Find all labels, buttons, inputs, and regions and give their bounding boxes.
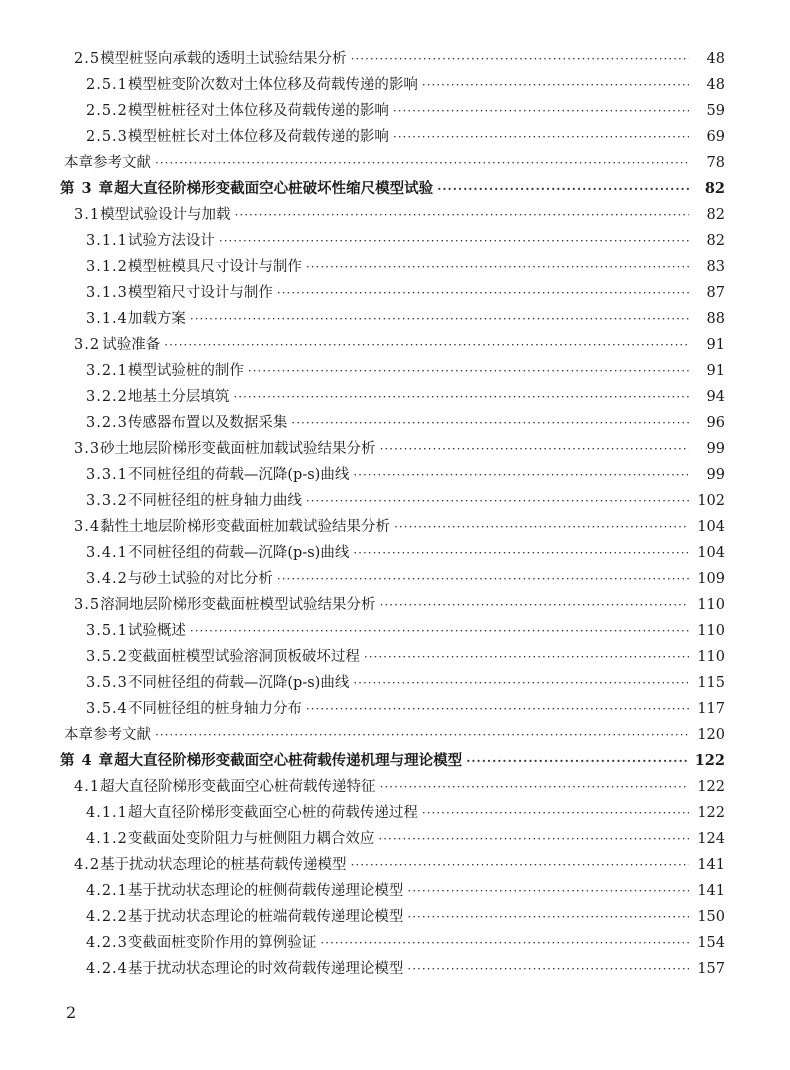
toc-entry-page: 141 xyxy=(697,857,725,873)
toc-entry-number: 4.2.3 xyxy=(86,935,128,951)
toc-entry xyxy=(60,176,725,202)
dot-leader xyxy=(219,228,689,254)
toc-entry xyxy=(60,306,725,332)
toc-entry xyxy=(60,748,725,774)
dot-leader xyxy=(466,748,689,774)
toc-entry-page: 104 xyxy=(697,545,725,561)
toc-entry xyxy=(60,488,725,514)
dot-leader xyxy=(277,566,689,592)
toc-entry-number: 4.2.2 xyxy=(86,909,128,925)
toc-entry-page: 102 xyxy=(697,493,725,509)
toc-entry-number: 3.5.2 xyxy=(86,649,128,665)
toc-entry-page: 99 xyxy=(706,467,725,483)
toc-entry-number: 2.5.1 xyxy=(86,77,128,93)
dot-leader xyxy=(248,358,689,384)
toc-entry-number: 4.2 xyxy=(74,857,101,873)
toc-entry-title: 超大直径阶梯形变截面空心桩的荷载传递过程 xyxy=(127,805,418,821)
toc-entry-title: 模型桩桩径对土体位移及荷载传递的影响 xyxy=(127,103,389,119)
toc-entry-page: 154 xyxy=(697,935,725,951)
toc-entry xyxy=(60,540,725,566)
toc-entry-title: 本章参考文献 xyxy=(64,155,151,171)
dot-leader xyxy=(155,150,689,176)
toc-entry-number: 3.2 xyxy=(74,337,101,353)
toc-entry xyxy=(60,826,725,852)
toc-entry-title: 模型桩模具尺寸设计与制作 xyxy=(127,259,302,275)
dot-leader xyxy=(190,306,689,332)
toc-entry-title: 基于扰动状态理论的时效荷载传递理论模型 xyxy=(127,961,404,977)
toc-entry-page: 59 xyxy=(706,103,725,119)
toc-entry-title: 不同桩径组的桩身轴力分布 xyxy=(127,701,302,717)
toc-entry-page: 150 xyxy=(697,909,725,925)
dot-leader xyxy=(291,410,689,436)
toc-entry xyxy=(60,722,725,748)
dot-leader xyxy=(320,930,689,956)
dot-leader xyxy=(422,72,689,98)
toc-entry-number: 3.5.3 xyxy=(86,675,128,691)
toc-entry-page: 83 xyxy=(706,259,725,275)
dot-leader xyxy=(306,254,689,280)
toc-entry-page: 122 xyxy=(697,805,725,821)
toc-entry-number: 3.1.3 xyxy=(86,285,128,301)
toc-entry xyxy=(60,644,725,670)
toc-entry-page: 109 xyxy=(697,571,725,587)
toc-entry-number: 第 4 章 xyxy=(60,752,115,769)
toc-entry xyxy=(60,254,725,280)
toc-entry-number: 4.2.1 xyxy=(86,883,128,899)
toc-entry-number: 2.5.2 xyxy=(86,103,128,119)
dot-leader xyxy=(277,280,689,306)
toc-entry-number: 3.4.1 xyxy=(86,545,128,561)
toc-entry-title: 不同桩径组的荷载—沉降(p-s)曲线 xyxy=(127,675,350,691)
toc-entry-title: 与砂土试验的对比分析 xyxy=(127,571,273,587)
toc-entry-number: 3.1 xyxy=(74,207,101,223)
toc-entry-page: 120 xyxy=(697,727,725,743)
toc-entry-page: 141 xyxy=(697,883,725,899)
toc-entry xyxy=(60,514,725,540)
toc-entry-title: 地基土分层填筑 xyxy=(127,389,230,405)
dot-leader xyxy=(378,826,689,852)
dot-leader xyxy=(353,670,689,696)
toc-entry-title: 试验准备 xyxy=(102,337,161,353)
toc-entry-title: 试验概述 xyxy=(127,623,186,639)
toc-entry-page: 157 xyxy=(697,961,725,977)
toc-entry-title: 砂土地层阶梯形变截面桩加载试验结果分析 xyxy=(100,441,376,457)
toc-entry-title: 基于扰动状态理论的桩端荷载传递理论模型 xyxy=(127,909,404,925)
toc-entry-page: 110 xyxy=(697,649,725,665)
toc-entry-number: 3.1.2 xyxy=(86,259,128,275)
toc-entry-page: 104 xyxy=(697,519,725,535)
dot-leader xyxy=(393,124,689,150)
page-number: 2 xyxy=(66,1003,77,1022)
dot-leader xyxy=(155,722,689,748)
toc-entry-number: 3.4.2 xyxy=(86,571,128,587)
toc-entry-number: 3.1.1 xyxy=(86,233,128,249)
toc-entry-title: 溶洞地层阶梯形变截面桩模型试验结果分析 xyxy=(100,597,376,613)
toc-entry-title: 超大直径阶梯形变截面空心桩破坏性缩尺模型试验 xyxy=(114,180,434,197)
toc-entry-number: 2.5.3 xyxy=(86,129,128,145)
toc-entry-page: 82 xyxy=(706,233,725,249)
toc-entry-number: 4.1.2 xyxy=(86,831,128,847)
toc-entry-page: 48 xyxy=(706,51,725,67)
toc-entry-title: 黏性土地层阶梯形变截面桩加载试验结果分析 xyxy=(100,519,391,535)
toc-entry-title: 变截面桩变阶作用的算例验证 xyxy=(127,935,317,951)
dot-leader xyxy=(351,852,689,878)
toc-entry-page: 122 xyxy=(697,779,725,795)
toc-entry xyxy=(60,462,725,488)
toc-entry-title: 基于扰动状态理论的桩基荷载传递模型 xyxy=(100,857,347,873)
dot-leader xyxy=(353,462,689,488)
dot-leader xyxy=(380,436,689,462)
toc-entry-title: 模型试验设计与加载 xyxy=(100,207,231,223)
toc-entry xyxy=(60,566,725,592)
toc-entry-number: 3.3.1 xyxy=(86,467,128,483)
toc-entry-title: 传感器布置以及数据采集 xyxy=(127,415,288,431)
toc-entry xyxy=(60,696,725,722)
toc-entry xyxy=(60,800,725,826)
dot-leader xyxy=(190,618,689,644)
toc-entry-number: 2.5 xyxy=(74,51,101,67)
toc-entry-title: 模型试验桩的制作 xyxy=(127,363,244,379)
dot-leader xyxy=(351,46,689,72)
toc-entry xyxy=(60,332,725,358)
toc-entry-page: 110 xyxy=(697,623,725,639)
toc-entry-title: 模型桩变阶次数对土体位移及荷载传递的影响 xyxy=(127,77,418,93)
toc-entry-number: 3.5.4 xyxy=(86,701,128,717)
toc-entry-page: 78 xyxy=(706,155,725,171)
toc-entry xyxy=(60,358,725,384)
toc-entry-title: 不同桩径组的荷载—沉降(p-s)曲线 xyxy=(127,545,350,561)
toc-entry-page: 82 xyxy=(704,180,725,197)
toc-entry xyxy=(60,46,725,72)
toc-entry xyxy=(60,98,725,124)
toc-entry-title: 超大直径阶梯形变截面空心桩荷载传递机理与理论模型 xyxy=(114,752,463,769)
toc-entry-title: 不同桩径组的桩身轴力曲线 xyxy=(127,493,302,509)
dot-leader xyxy=(407,956,689,982)
toc-entry-number: 3.3.2 xyxy=(86,493,128,509)
toc-entry-page: 124 xyxy=(697,831,725,847)
toc-entry xyxy=(60,72,725,98)
toc-entry-page: 122 xyxy=(694,752,725,769)
dot-leader xyxy=(394,514,689,540)
toc-entry xyxy=(60,228,725,254)
toc-entry-page: 117 xyxy=(697,701,725,717)
dot-leader xyxy=(437,176,689,202)
toc-entry xyxy=(60,774,725,800)
toc-entry xyxy=(60,124,725,150)
toc-entry-page: 115 xyxy=(697,675,725,691)
toc-entry-number: 4.1.1 xyxy=(86,805,128,821)
toc-entry-page: 99 xyxy=(706,441,725,457)
toc-entry xyxy=(60,410,725,436)
toc-entry-title: 模型桩竖向承载的透明土试验结果分析 xyxy=(100,51,347,67)
toc-entry-number: 3.2.1 xyxy=(86,363,128,379)
toc-entry-number: 3.2.3 xyxy=(86,415,128,431)
toc-entry xyxy=(60,956,725,982)
toc-entry-title: 变截面处变阶阻力与桩侧阻力耦合效应 xyxy=(127,831,375,847)
toc-entry xyxy=(60,618,725,644)
dot-leader xyxy=(164,332,689,358)
toc-entry xyxy=(60,150,725,176)
toc-entry-title: 加载方案 xyxy=(127,311,186,327)
dot-leader xyxy=(353,540,689,566)
toc-entry-page: 96 xyxy=(706,415,725,431)
toc-entry xyxy=(60,384,725,410)
toc-entry-page: 94 xyxy=(706,389,725,405)
toc-entry xyxy=(60,852,725,878)
dot-leader xyxy=(407,878,689,904)
toc-entry-number: 4.2.4 xyxy=(86,961,128,977)
toc-entry xyxy=(60,878,725,904)
toc-entry-title: 模型箱尺寸设计与制作 xyxy=(127,285,273,301)
dot-leader xyxy=(306,696,689,722)
table-of-contents xyxy=(60,46,725,982)
toc-entry-page: 82 xyxy=(706,207,725,223)
dot-leader xyxy=(364,644,689,670)
toc-entry-number: 4.1 xyxy=(74,779,101,795)
toc-entry xyxy=(60,930,725,956)
dot-leader xyxy=(393,98,689,124)
toc-entry-page: 87 xyxy=(706,285,725,301)
toc-entry-page: 91 xyxy=(706,363,725,379)
toc-entry-title: 变截面桩模型试验溶洞顶板破坏过程 xyxy=(127,649,360,665)
dot-leader xyxy=(235,202,689,228)
toc-entry xyxy=(60,592,725,618)
toc-entry-title: 不同桩径组的荷载—沉降(p-s)曲线 xyxy=(127,467,350,483)
toc-entry-number: 3.5 xyxy=(74,597,101,613)
toc-entry-title: 本章参考文献 xyxy=(64,727,151,743)
toc-entry xyxy=(60,436,725,462)
toc-entry-page: 91 xyxy=(706,337,725,353)
toc-entry-number: 第 3 章 xyxy=(60,180,115,197)
dot-leader xyxy=(233,384,689,410)
toc-entry-page: 69 xyxy=(706,129,725,145)
dot-leader xyxy=(380,774,689,800)
toc-entry-page: 110 xyxy=(697,597,725,613)
toc-entry-number: 3.4 xyxy=(74,519,101,535)
dot-leader xyxy=(407,904,689,930)
dot-leader xyxy=(306,488,689,514)
toc-entry-number: 3.1.4 xyxy=(86,311,128,327)
toc-entry xyxy=(60,280,725,306)
dot-leader xyxy=(380,592,689,618)
toc-entry xyxy=(60,904,725,930)
toc-entry-title: 基于扰动状态理论的桩侧荷载传递理论模型 xyxy=(127,883,404,899)
toc-entry-number: 3.2.2 xyxy=(86,389,128,405)
toc-entry-page: 88 xyxy=(706,311,725,327)
toc-entry-title: 模型桩桩长对土体位移及荷载传递的影响 xyxy=(127,129,389,145)
toc-entry-title: 超大直径阶梯形变截面空心桩荷载传递特征 xyxy=(100,779,376,795)
toc-entry-number: 3.3 xyxy=(74,441,101,457)
toc-entry-page: 48 xyxy=(706,77,725,93)
toc-entry-number: 3.5.1 xyxy=(86,623,128,639)
toc-entry xyxy=(60,202,725,228)
toc-entry-title: 试验方法设计 xyxy=(127,233,215,249)
dot-leader xyxy=(422,800,689,826)
toc-entry xyxy=(60,670,725,696)
